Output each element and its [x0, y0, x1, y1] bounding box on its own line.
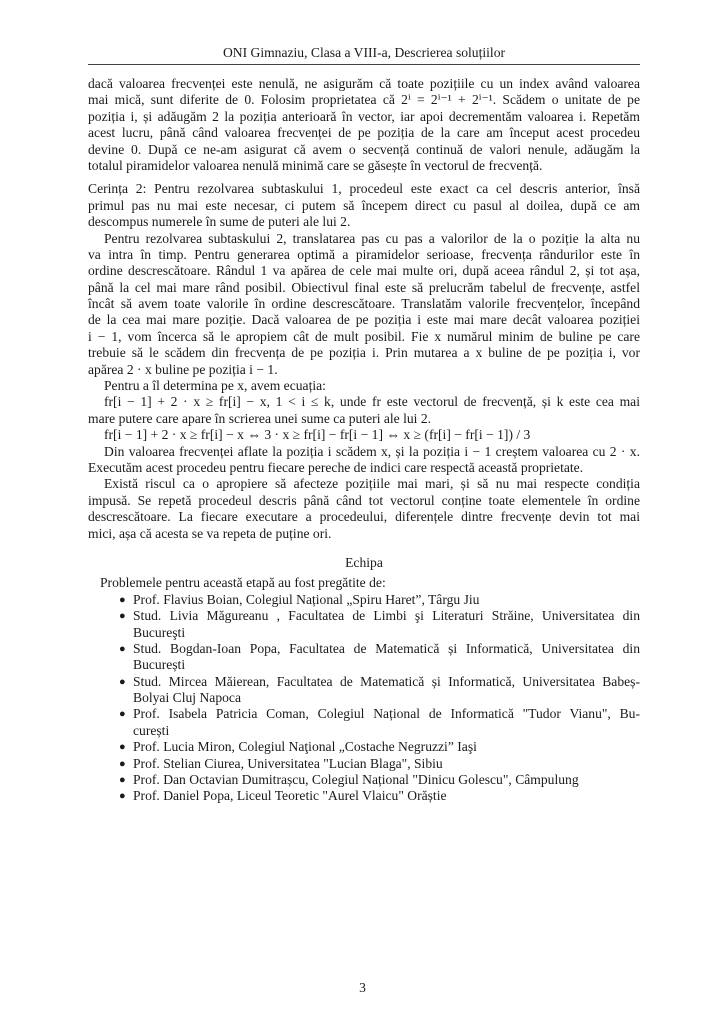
- paragraph: [88, 394, 640, 427]
- list-item-text: Prof. Stelian Ciurea, Universitatea "Lucian Blaga", Sibiu: [133, 755, 443, 771]
- paragraph: [88, 76, 640, 174]
- text-line: i − 1, vom încerca să le apropiem cât de mult posibil. Fie x numărul minim de buline pe care: [88, 328, 640, 344]
- page-number: 3: [359, 980, 366, 995]
- text-line: Pentru a îl determina pe x, avem ecuația:: [104, 378, 326, 394]
- list-item-text: Bolyai Cluj Napoca: [133, 690, 241, 706]
- text-line: de la cea mai mare poziție. Dacă valoarea de pe poziția i este mai mare decât valoarea poziției: [88, 312, 640, 328]
- list-item-text: Stud. Mircea Măierean, Facultatea de Matematică și Informatică, Universitatea Babeș-: [133, 673, 640, 689]
- text-line: totalul piramidelor valoarea nenulă minimă care se găsește în vectorul de frecvență.: [88, 157, 543, 173]
- list-item: [88, 788, 640, 804]
- text-line: Executăm acest procedeu pentru fiecare pereche de indici care respectă această proprietate.: [88, 459, 584, 475]
- list-item-text: Bucureşti: [133, 624, 186, 640]
- text-line: Din valoarea frecvenței aflate la poziția i scădem x, și la poziția i − 1 creștem valoarea cu 2 · x.: [104, 443, 640, 459]
- text-line: până la cel mai mare rând posibil. Obiectivul final este să prelucrăm tabelul de frecvențe, astfel: [88, 279, 640, 295]
- text-line: apărea 2 · x buline pe poziția i − 1.: [88, 361, 278, 377]
- list-item-text: Prof. Daniel Popa, Liceul Teoretic "Aurel Vlaicu" Orăștie: [133, 788, 447, 804]
- bullet-icon: ●: [119, 757, 126, 770]
- solution-text: [88, 76, 640, 542]
- bullet-icon: ●: [119, 774, 126, 787]
- page-header: ONI Gimnaziu, Clasa a VIII-a, Descrierea soluțiilor: [222, 45, 506, 60]
- bullet-icon: ●: [119, 675, 126, 688]
- list-item-text: Stud. Livia Măgureanu , Facultatea de Limbi şi Literaturi Străine, Universitatea din: [133, 608, 640, 624]
- team-list: [88, 592, 640, 805]
- list-item: [88, 608, 640, 641]
- list-item-text: curești: [133, 722, 170, 738]
- list-item: [88, 706, 640, 739]
- text-line: mai mică, sunt diferite de 0. Folosim proprietatea că 2ⁱ = 2ⁱ⁻¹ + 2ⁱ⁻¹. Scădem o unitate de pe: [88, 92, 640, 108]
- text-line: fr[i − 1] + 2 · x ≥ fr[i] − x ⇔ 3 · x ≥ fr[i] − fr[i − 1] ⇔ x ≥ (fr[i] − fr[i − 1]) / 3: [104, 427, 531, 443]
- text-line: descompus numerele în sume de puteri ale lui 2.: [88, 214, 351, 230]
- text-line: Cerința 2: Pentru rezolvarea subtaskului 1, procedeul este exact ca cel descris anterior, însă: [88, 181, 640, 197]
- list-item-text: Stud. Bogdan-Ioan Popa, Facultatea de Matematică și Informatică, Universitatea din: [133, 640, 640, 656]
- paragraph: [88, 378, 640, 394]
- paragraph: [88, 427, 640, 443]
- paragraph: [88, 181, 640, 230]
- text-line: încât să avem toate valorile în ordine descrescătoare. Translatăm valorile frecvențelor, începând: [88, 296, 640, 312]
- paragraph: [88, 444, 640, 477]
- list-item-text: Prof. Dan Octavian Dumitrașcu, Colegiul Național "Dinicu Golescu", Câmpulung: [133, 772, 579, 788]
- text-line: Pentru rezolvarea subtaskului 2, translatarea pas cu pas a valorilor de la o poziție la alta nu: [104, 230, 640, 246]
- list-item: [88, 772, 640, 788]
- text-line: va intra în timp. Pentru generarea optimă a piramidelor serioase, frecvența rândurilor este în: [88, 246, 640, 262]
- bullet-icon: ●: [119, 593, 126, 606]
- text-line: fr[i − 1] + 2 · x ≥ fr[i] − x, 1 < i ≤ k, unde fr este vectorul de frecvență, și k este cea mai: [104, 394, 640, 410]
- bullet-icon: ●: [119, 741, 126, 754]
- list-item-text: Prof. Flavius Boian, Colegiul Național „Spiru Haret”, Târgu Jiu: [133, 591, 480, 607]
- list-item-text: Prof. Lucia Miron, Colegiul Naţional „Costache Negruzzi” Iaşi: [133, 739, 477, 755]
- header-rule: [88, 64, 640, 65]
- text-line: mici, așa că acesta se va repeta de puține ori.: [88, 525, 332, 541]
- bullet-icon: ●: [119, 642, 126, 655]
- list-item-text: București: [133, 657, 186, 673]
- list-item: [88, 641, 640, 674]
- bullet-icon: ●: [119, 610, 126, 623]
- team-intro: Problemele pentru această etapă au fost pregătite de:: [100, 575, 386, 591]
- text-line: mare putere care apare în scrierea unei sume ca puteri ale lui 2.: [88, 410, 432, 426]
- text-line: impusă. Se repetă procedeul descris până când tot vectorul conține toate elementele în ordine: [88, 492, 640, 508]
- text-line: acest lucru, până când valoarea frecvenței de pe poziția de la care am început acest procedeu: [88, 125, 640, 141]
- text-line: Există riscul ca o apropiere să afecteze pozițiile mai mari, și să nu mai respecte condiția: [104, 476, 640, 492]
- text-line: ordine descrescătoare. Rândul 1 va apărea de cele mai multe ori, după aceea rândul 2, și tot așa,: [88, 263, 640, 279]
- text-line: dacă valoarea frecvenței este nenulă, ne asigurăm că toate pozițiile cu un index având valoarea: [88, 76, 640, 91]
- bullet-icon: ●: [119, 708, 126, 721]
- text-line: poziția i, și adăugăm 2 la poziția anterioară în vector, iar apoi decrementăm valoarea i. Repetăm: [88, 108, 640, 124]
- text-line: primul pas nu mai este necesar, ci putem să începem direct cu pasul al doilea, după ce am: [88, 197, 640, 213]
- text-line: trebuie să le scădem din frecvența de pe poziția i. Prin mutarea a x buline de pe poziția i, vor: [88, 345, 640, 361]
- document-body: [88, 76, 640, 805]
- paragraph: [88, 231, 640, 379]
- list-item: [88, 592, 640, 608]
- bullet-icon: ●: [119, 790, 126, 803]
- list-item: [88, 674, 640, 707]
- list-item: [88, 756, 640, 772]
- text-line: descrescătoare. La fiecare executare a procedeului, diferențele dintre frecvențe devin tot mai: [88, 509, 640, 525]
- section-title-team: Echipa: [345, 554, 383, 570]
- list-item: [88, 739, 640, 755]
- text-line: devine 0. După ce ne-am asigurat că avem o secvență continuă de valori nenule, adăugăm la: [88, 141, 640, 157]
- paragraph: [88, 476, 640, 542]
- list-item-text: Prof. Isabela Patricia Coman, Colegiul Național de Informatică "Tudor Vianu", Bu-: [133, 706, 640, 722]
